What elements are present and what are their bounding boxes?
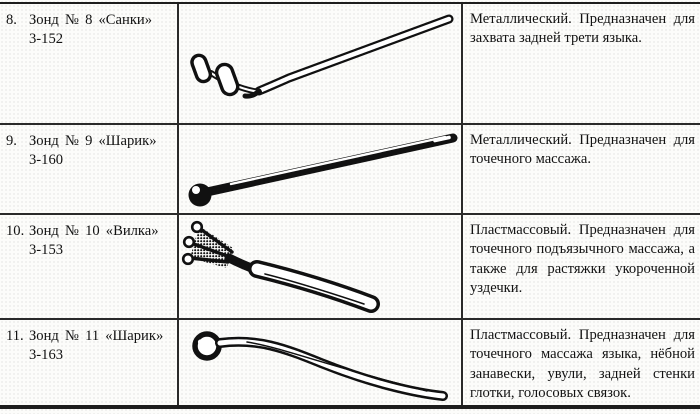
table-row-11-description-cell: Пластмассовый. Предназначен для точечного массажа языка, нёбной занавески, увули, задней стенки глотки, голосовых связок. [470, 327, 695, 401]
probe-code: 3-163 [29, 346, 64, 363]
probe-code: 3-153 [29, 241, 64, 258]
probe-name: Зонд № 11 «Шарик» [29, 328, 164, 344]
table-row-9-name-cell [0, 125, 177, 215]
table-row-11-image-cell [177, 320, 463, 405]
table-row-11-name-cell [0, 320, 177, 405]
sled-probe-illustration [179, 4, 461, 123]
row-number: 9. [6, 133, 17, 149]
probe-code: 3-152 [29, 30, 64, 47]
table-row-8-description-cell: Металлический. Предназначен для захвата задней трети языка. [463, 4, 700, 125]
table-row-10-description-cell: Пластмассовый. Предназначен для точечного подъязычного массажа, а также для растяжки укороченной уздечки. [463, 215, 700, 320]
table-row-8-image-cell [177, 4, 463, 125]
probe-name-block [29, 11, 152, 123]
probe-name-block [29, 132, 157, 213]
probe-name: Зонд № 10 «Вилка» [29, 223, 159, 239]
probe-name: Зонд № 8 «Санки» [29, 12, 153, 28]
table-row-9-description-cell: Металлический. Предназначен для точечного массажа. [463, 125, 700, 215]
table-row-9-image-cell [177, 125, 463, 215]
probe-name-block [29, 222, 159, 318]
plastic-ball-probe-illustration [179, 320, 461, 405]
probe-name: Зонд № 9 «Шарик» [29, 133, 157, 149]
fork-probe-illustration [179, 215, 461, 318]
table-row-10-image-cell [177, 215, 463, 320]
table-row-10-name-cell [0, 215, 177, 320]
row-number: 11. [6, 328, 24, 344]
probe-table [0, 2, 700, 409]
metal-ball-probe-illustration [179, 125, 461, 213]
row-number: 10. [6, 223, 25, 239]
table-row-8-name-cell [0, 4, 177, 125]
probe-code: 3-160 [29, 151, 64, 168]
row-number: 8. [6, 12, 17, 28]
probe-name-block [29, 327, 163, 405]
